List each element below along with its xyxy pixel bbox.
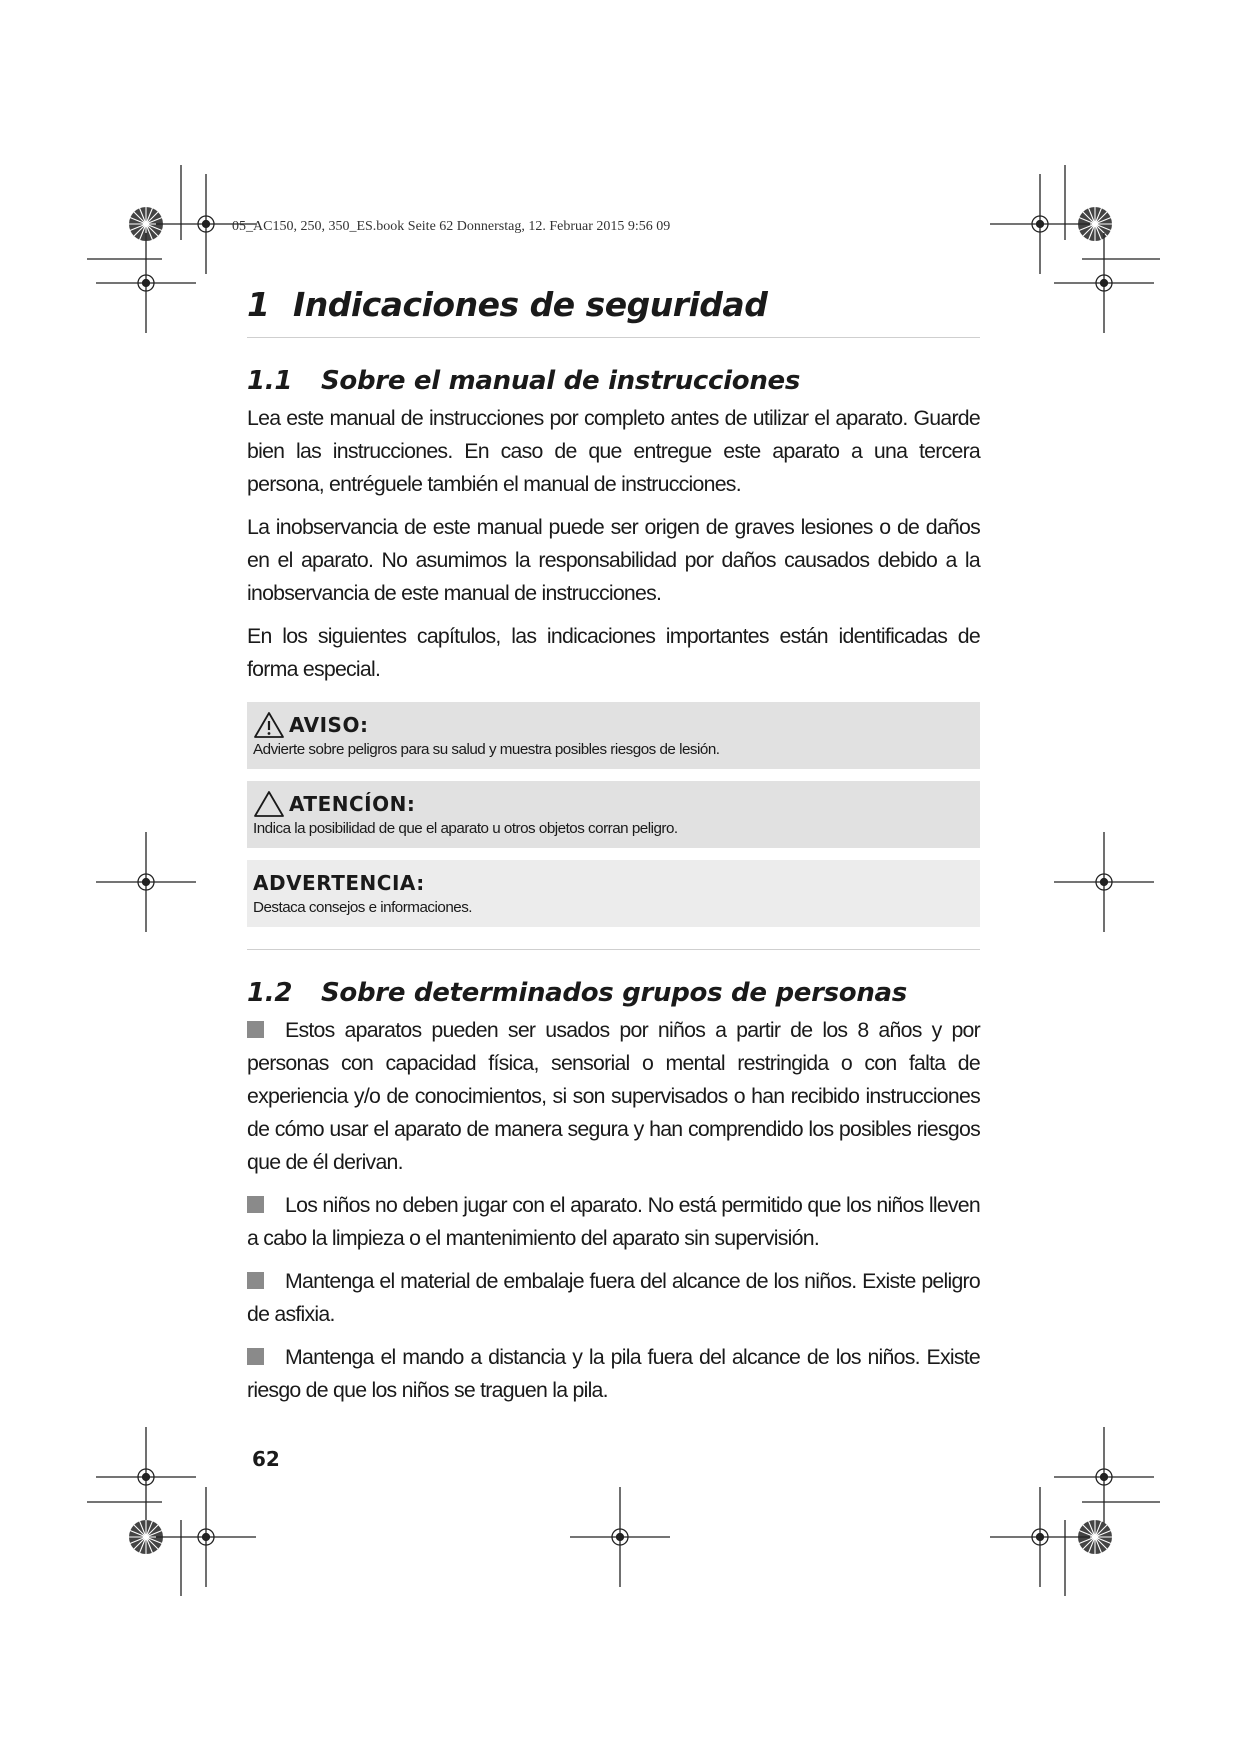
notice-header [253, 790, 974, 818]
paragraph: La inobservancia de este manual puede ser origen de graves lesiones o de daños en el aparato. No asumimos la responsabilidad por daños causados debido a la inobservancia de este manual de instrucciones. [247, 515, 980, 605]
square-bullet-icon [247, 1348, 264, 1365]
square-bullet-icon [247, 1272, 264, 1289]
notice-aviso [247, 702, 980, 769]
list-item [247, 1341, 980, 1407]
notice-atencion [247, 781, 980, 848]
list-item-text: Mantenga el mando a distancia y la pila fuera del alcance de los niños. Existe riesgo de que los niños se traguen la pila. [247, 1345, 980, 1402]
section-divider [247, 949, 980, 950]
list-item-text: Mantenga el material de embalaje fuera del alcance de los niños. Existe peligro de asfixia. [247, 1269, 980, 1326]
paragraph: Lea este manual de instrucciones por completo antes de utilizar el aparato. Guarde bien las instrucciones. En caso de que entregue este aparato a una tercera persona, entréguele también el manual de instrucciones. [247, 406, 980, 496]
notice-header [253, 869, 974, 897]
chapter-number: 1 [247, 285, 270, 324]
notice-header [253, 711, 974, 739]
section-number: 1.2 [247, 978, 293, 1008]
list-item-text: Los niños no deben jugar con el aparato. No está permitido que los niños lleven a cabo la limpieza o el mantenimiento del aparato sin supervisión. [247, 1193, 980, 1250]
list-item-text: Estos aparatos pueden ser usados por niños a partir de los 8 años y por personas con capacidad física, sensorial o mental restringida o con falta de experiencia y/o de conocimientos, si son supervisados o han recibido instrucciones de cómo usar el aparato de manera segura y han comprendido los posibles riesgos que de él derivan. [247, 1018, 980, 1174]
paragraph: En los siguientes capítulos, las indicaciones importantes están identificadas de forma especial. [247, 624, 980, 681]
caution-triangle-icon [253, 790, 285, 818]
chapter-title-text: Indicaciones de seguridad [293, 285, 768, 324]
section-title [247, 976, 980, 1010]
section-title [247, 364, 980, 398]
page-number: 62 [252, 1447, 280, 1471]
section-number: 1.1 [247, 366, 293, 396]
section-title-text: Sobre el manual de instrucciones [321, 366, 801, 396]
notice-text: Destaca consejos e informaciones. [253, 899, 473, 916]
list-item [247, 1014, 980, 1179]
list-item [247, 1189, 980, 1255]
notice-label: ATENCÍON: [289, 792, 416, 816]
notice-text: Indica la posibilidad de que el aparato u otros objetos corran peligro. [253, 820, 678, 837]
chapter-title [247, 285, 980, 338]
section-title-text: Sobre determinados grupos de personas [321, 978, 907, 1008]
notice-advertencia [247, 860, 980, 927]
notice-text: Advierte sobre peligros para su salud y muestra posibles riesgos de lesión. [253, 741, 720, 758]
print-slug: 05_AC150, 250, 350_ES.book Seite 62 Donnerstag, 12. Februar 2015 9:56 09 [232, 219, 671, 234]
notice-label: AVISO: [289, 713, 369, 737]
square-bullet-icon [247, 1021, 264, 1038]
warning-exclamation-icon [253, 711, 285, 739]
page-content [247, 285, 980, 1417]
square-bullet-icon [247, 1196, 264, 1213]
list-item [247, 1265, 980, 1331]
notice-label: ADVERTENCIA: [253, 871, 425, 895]
